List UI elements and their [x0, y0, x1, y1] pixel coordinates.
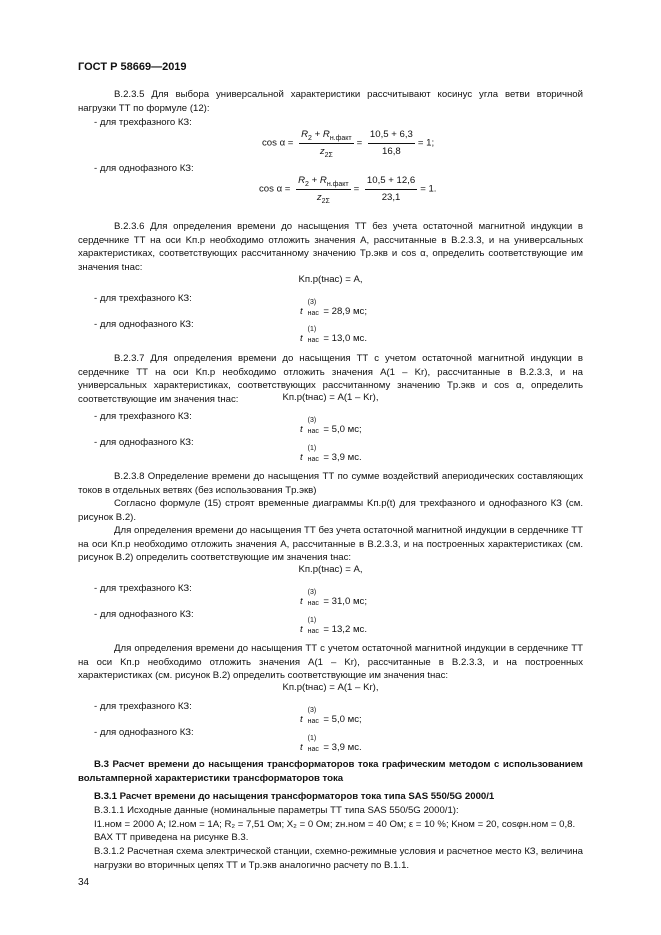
- value-t1-residual: t (1) нас = 3,9 мс.: [300, 445, 362, 463]
- formula-fraction-values: $\frac{10,5 + 12,6}{23,1}$: [366, 175, 416, 203]
- list-item-one-phase: - для однофазного КЗ:: [94, 727, 194, 738]
- list-item-three-phase: - для трехфазного КЗ:: [94, 117, 192, 128]
- list-item-one-phase: - для однофазного КЗ:: [94, 437, 194, 448]
- formula-fraction: $\frac{R_2 + R_{н.факт}}{z_{2\Sigma}}$: [301, 129, 352, 159]
- paragraph-b238: В.2.3.8 Определение времени до насыщения ТТ по сумме воздействий апериодических составляющих токов в отдельных ветвях (без использования Tр.экв): [78, 471, 583, 496]
- value-t1-graph-no-residual: t (1) нас = 13,2 мс.: [300, 617, 368, 635]
- page-number: 34: [78, 877, 90, 888]
- formula-fraction-values: $\frac{10,5 + 6,3}{16,8}$: [369, 129, 413, 157]
- paragraph-b236: В.2.3.6 Для определения времени до насыщения ТТ без учета остаточной магнитной индукции в сердечнике ТТ на оси Kп.р необходимо отложить значения А, рассчитанные в В.2.3.3, и на универсальных характеристиках, соответствующих рассчитанному значению Tр.экв и cos α, определить соответствующие им значения tнас:: [78, 221, 583, 273]
- paragraph-b312: В.3.1.2 Расчетная схема электрической станции, схемно-режимные условия и расчетное место КЗ, величина нагрузки во вторичных цепях ТТ и Tр.экв аналогично расчету по В.1.1.: [94, 846, 583, 871]
- list-item-three-phase: - для трехфазного КЗ:: [94, 411, 192, 422]
- formula-cos-one-phase: cos α = $\frac{R_2 + R_{н.факт}}{z_{2\Sigma}}$ = $\frac{10,5 + 12,6}{23,1}$ = 1.: [259, 175, 437, 205]
- value-t3-graph-no-residual: t (3) нас = 31,0 мс;: [300, 589, 368, 607]
- formula-cos-three-phase: cos α = $\frac{R_2 + R_{н.факт}}{z_{2\Sigma}}$ = $\frac{10,5 + 6,3}{16,8}$ = 1;: [262, 129, 435, 159]
- formula-lhs: cos α =: [259, 183, 291, 195]
- paragraph-no-residual: Для определения времени до насыщения ТТ без учета остаточной магнитной индукции в сердечнике ТТ на оси Kп.р необходимо отложить значения А, рассчитанные в В.2.3.3, и на построенных характеристиках (см. рисунок В.2) определить соответствующие им значения tнас:: [78, 525, 583, 564]
- value-t3-no-residual: t (3) нас = 28,9 мс;: [300, 299, 368, 317]
- list-item-three-phase: - для трехфазного КЗ:: [94, 583, 192, 594]
- list-item-three-phase: - для трехфазного КЗ:: [94, 701, 192, 712]
- paragraph-vax: ВАХ ТТ приведена на рисунке В.3.: [94, 832, 249, 843]
- paragraph-b311: В.3.1.1 Исходные данные (номинальные параметры ТТ типа SAS 550/5G 2000/1):: [94, 805, 459, 816]
- value-t1-graph-residual: t (1) нас = 3,9 мс.: [300, 735, 362, 753]
- value-t3-residual: t (3) нас = 5,0 мс;: [300, 417, 362, 435]
- list-item-three-phase: - для трехфазного КЗ:: [94, 293, 192, 304]
- section-heading-b31: В.3.1 Расчет времени до насыщения трансформаторов тока типа SAS 550/5G 2000/1: [94, 791, 495, 802]
- equation-kpr-a: Kп.р(tнас) = А,: [298, 564, 363, 575]
- paragraph-b237: В.2.3.7 Для определения времени до насыщения ТТ с учетом остаточной магнитной индукции в сердечнике ТТ на оси Kп.р необходимо отложить значения А(1 – Kr), рассчитанные в В.2.3.3, и на универсальных характеристиках, соответствующих рассчитанному значению Tр.экв и cos α, определить соответствующие им значения tнас:: [78, 353, 583, 405]
- paragraph-parameters: I1.ном = 2000 А; I2.ном = 1А; R₂ = 7,51 Ом; X₂ = 0 Ом; zн.ном = 40 Ом; ε = 10 %; Kном = 20, cosφн.ном = 0,8.: [94, 819, 576, 830]
- formula-lhs: cos α =: [262, 137, 294, 149]
- value-t3-graph-residual: t (3) нас = 5,0 мс;: [300, 707, 362, 725]
- list-item-one-phase: - для однофазного КЗ:: [94, 319, 194, 330]
- list-item-one-phase: - для однофазного КЗ:: [94, 609, 194, 620]
- paragraph-formula15: Согласно формуле (15) строят временные диаграммы Kп.р(t) для трехфазного и однофазного КЗ (см. рисунок В.2).: [78, 498, 583, 523]
- equation-kpr-a-kr: Kп.р(tнас) = А(1 – Kr),: [282, 392, 379, 403]
- formula-fraction: $\frac{R_2 + R_{н.факт}}{z_{2\Sigma}}$: [298, 175, 349, 205]
- list-item-one-phase: - для однофазного КЗ:: [94, 163, 194, 174]
- value-t1-no-residual: t (1) нас = 13,0 мс.: [300, 326, 368, 344]
- paragraph-b235: В.2.3.5 Для выбора универсальной характеристики рассчитывают косинус угла ветви вторичной нагрузки ТТ по формуле (12):: [78, 89, 583, 114]
- equation-kpr-a-kr: Kп.р(tнас) = А(1 – Kr),: [282, 682, 379, 693]
- paragraph-residual: Для определения времени до насыщения ТТ с учетом остаточной магнитной индукции в сердечнике ТТ на оси Kп.р необходимо отложить значения А(1 – Kr), рассчитанные в В.2.3.3, и на построенных характеристиках (см. рисунок В.2) определить соответствующие им значения tнас:: [78, 643, 583, 682]
- section-heading-b3: В.3 Расчет времени до насыщения трансформаторов тока графическим методом с использованием вольтамперной характеристики трансформаторов тока: [78, 759, 583, 784]
- equation-kpr-a: Kп.р(tнас) = А,: [298, 274, 363, 285]
- document-header: ГОСТ Р 58669—2019: [78, 61, 187, 73]
